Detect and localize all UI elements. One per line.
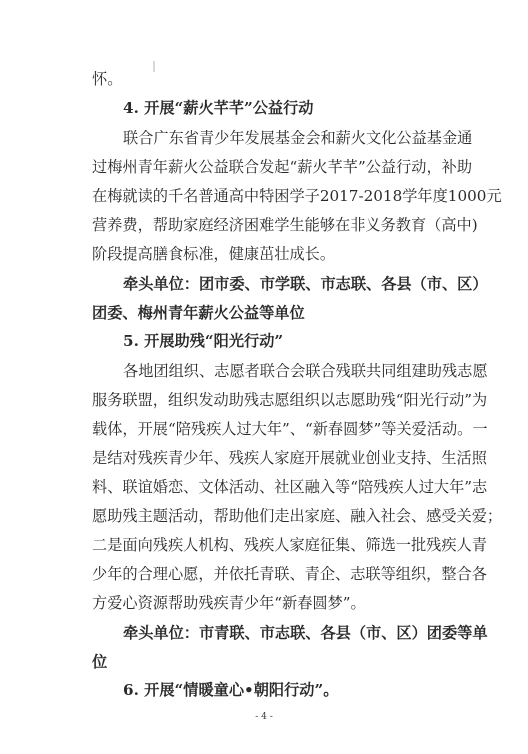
lead-unit-line: 团委、梅州青年薪火公益等单位: [92, 304, 305, 322]
paragraph-continuation: 怀。: [92, 70, 123, 88]
paragraph-line: 载体，开展“陪残疾人过大年”、“新春圆梦”等关爱活动。一: [92, 420, 488, 438]
lead-unit-line: 牵头单位：市青联、市志联、各县（市、区）团委等单: [123, 624, 488, 642]
page-number: - 4 -: [255, 712, 273, 722]
paragraph-line: 二是面向残疾人机构、残疾人家庭征集、筛选一批残疾人青: [92, 536, 487, 554]
paragraph-line: 少年的合理心愿，并依托青联、青企、志联等组织，整合各: [92, 565, 487, 583]
section-heading-4: 4. 开展“薪火芊芊”公益行动: [123, 99, 314, 117]
paragraph-line: 阶段提高膳食标准，健康茁壮成长。: [92, 245, 335, 263]
paragraph-line: 方爱心资源帮助残疾青少年“新春圆梦”。: [92, 594, 366, 612]
section-heading-6: 6. 开展“情暖童心•朝阳行动”。: [123, 681, 339, 699]
lead-unit-line: 位: [92, 653, 108, 671]
paragraph-line: 营养费，帮助家庭经济困难学生能够在非义务教育（高中): [92, 216, 478, 234]
lead-unit-line: 牵头单位：团市委、市学联、市志联、各县（市、区）: [123, 275, 488, 293]
section-heading-5: 5. 开展助残“阳光行动”: [123, 332, 284, 350]
paragraph-line: 愿助残主题活动，帮助他们走出家庭、融入社会、感受关爱；: [92, 507, 503, 525]
paragraph-line: 联合广东省青少年发展基金会和薪火文化公益基金通: [123, 129, 473, 147]
paragraph-line: 料、联谊婚恋、文体活动、社区融入等“陪残疾人过大年”志: [92, 478, 488, 496]
paragraph-line: 各地团组织、志愿者联合会联合残联共同组建助残志愿: [123, 362, 488, 380]
paragraph-line: 过梅州青年薪火公益联合发起“薪火芊芊”公益行动，补助: [92, 158, 473, 176]
paragraph-line: 在梅就读的千名普通高中特困学子2017-2018学年度1000元: [92, 187, 502, 205]
paragraph-line: 服务联盟，组织发动助残志愿组织以志愿助残“阳光行动”为: [92, 391, 488, 409]
paragraph-line: 是结对残疾青少年、残疾人家庭开展就业创业支持、生活照: [92, 449, 487, 467]
